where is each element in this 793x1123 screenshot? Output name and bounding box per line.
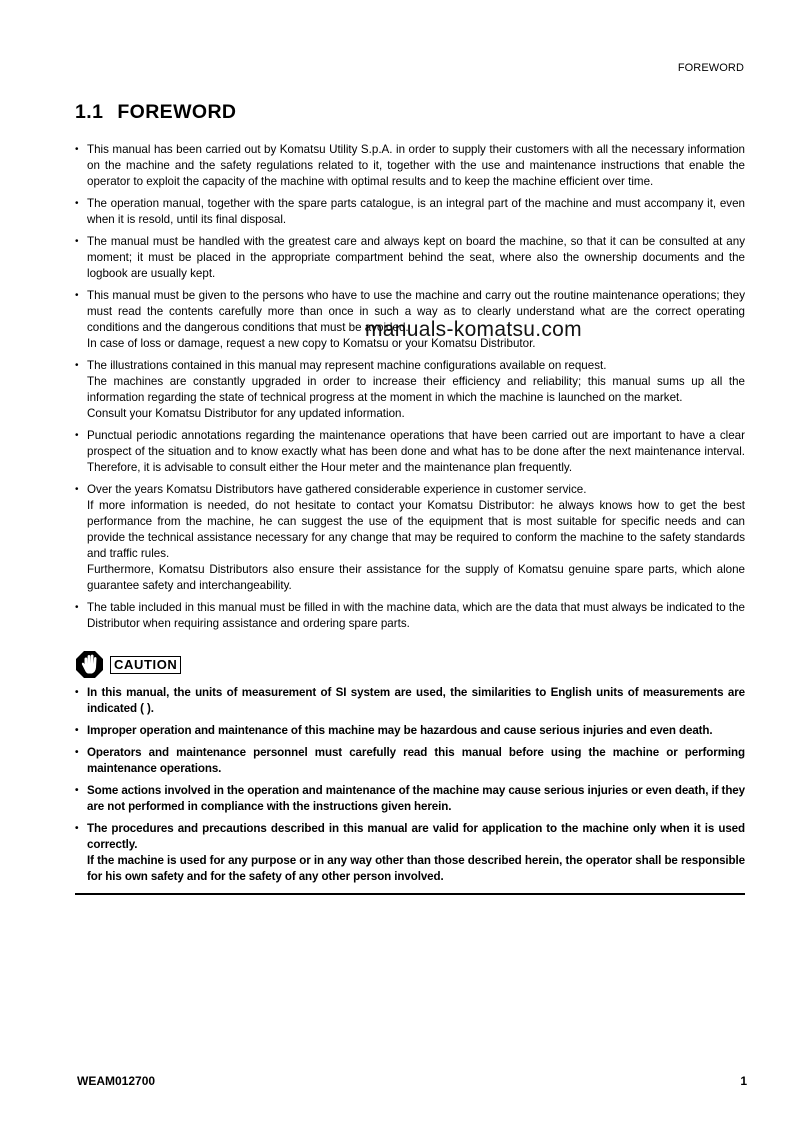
- caution-item: [75, 783, 745, 815]
- bullet-item: [75, 142, 745, 190]
- bullet-item: [75, 600, 745, 632]
- paragraph: Consult your Komatsu Distributor for any updated information.: [87, 407, 405, 420]
- paragraph: If more information is needed, do not hesitate to contact your Komatsu Distributor: he always knows how to get the best performance from the machine, he can suggest the use of the equipment that is most suitable for specific needs and can provide the technical assistance necessary for any change that may be required to conform the machine to the safety standards and traffic rules.: [87, 499, 745, 560]
- caution-label: CAUTION: [110, 656, 181, 674]
- horizontal-rule: [75, 893, 745, 895]
- caution-bullet-list: [75, 685, 745, 885]
- paragraph: If the machine is used for any purpose or in any way other than those described herein, the operator shall be responsible for his own safety and for the safety of any other person involved.: [87, 854, 745, 883]
- bullet-item: [75, 358, 745, 422]
- paragraph: • Over the years Komatsu Distributors have gathered considerable experience in customer service.: [87, 483, 587, 496]
- paragraph: • In this manual, the units of measurement of SI system are used, the similarities to English units of measurements are indicated ( ).: [87, 686, 745, 715]
- paragraph: • This manual must be given to the persons who have to use the machine and carry out the routine maintenance operations; they must read the contents carefully more than once in such a way as to clearly understand what are the correct operating conditions and the dangerous conditions that must be avoided.: [87, 289, 745, 334]
- paragraph: • Punctual periodic annotations regarding the maintenance operations that have been carried out are important to have a clear prospect of the situation and to know exactly what has been done and what has to be done after the next maintenance interval. Therefore, it is advisable to consult either the Hour meter and the maintenance plan frequently.: [87, 429, 745, 474]
- caution-item: [75, 821, 745, 885]
- paragraph: • The operation manual, together with the spare parts catalogue, is an integral part of the machine and must accompany it, even when it is resold, until its final disposal.: [87, 197, 745, 226]
- paragraph: • The table included in this manual must be filled in with the machine data, which are the data that must always be indicated to the Distributor when requiring assistance and ordering spare parts.: [87, 601, 746, 630]
- caution-item: [75, 685, 745, 717]
- paragraph: • Improper operation and maintenance of this machine may be hazardous and cause serious injuries and even death.: [87, 724, 713, 737]
- bullet-item: [75, 196, 745, 228]
- caution-item: [75, 745, 745, 777]
- caution-header: [75, 650, 745, 679]
- section-title-text: FOREWORD: [117, 101, 237, 123]
- bullet-item: [75, 482, 745, 594]
- hand-stop-icon: [75, 650, 104, 679]
- document-code: WEAM012700: [77, 1074, 156, 1088]
- bullet-item: [75, 234, 745, 282]
- bullet-item: [75, 288, 745, 352]
- section-number: 1.1: [75, 101, 104, 123]
- paragraph: • The manual must be handled with the greatest care and always kept on board the machine, so that it can be consulted at any moment; it must be placed in the appropriate compartment behind the seat, where also the ownership documents and the logbook are usually kept.: [87, 235, 745, 280]
- content: [75, 142, 745, 895]
- section-title: [75, 101, 236, 124]
- paragraph: • The procedures and precautions described in this manual are valid for application to the machine only when it is used correctly.: [87, 822, 745, 851]
- paragraph: • Operators and maintenance personnel must carefully read this manual before using the machine or performing maintenance operations.: [87, 746, 745, 775]
- paragraph: The machines are constantly upgraded in order to increase their efficiency and reliability; this manual sums up all the information regarding the state of technical progress at the moment in which the machine is launched on the market.: [87, 375, 745, 404]
- foreword-bullet-list: [75, 142, 745, 632]
- paragraph: Furthermore, Komatsu Distributors also ensure their assistance for the supply of Komatsu genuine spare parts, which alone guarantee safety and interchangeability.: [87, 563, 745, 592]
- bullet-item: [75, 428, 745, 476]
- page-number: 1: [740, 1074, 747, 1088]
- paragraph: In case of loss or damage, request a new copy to Komatsu or your Komatsu Distributor.: [87, 337, 536, 350]
- paragraph: • This manual has been carried out by Komatsu Utility S.p.A. in order to supply their customers with all the necessary information on the machine and the safety regulations related to it, together with the use and maintenance instructions that enable the operator to exploit the capacity of the machine with optimal results and to keep the machine efficient over time.: [87, 143, 745, 188]
- paragraph: • The illustrations contained in this manual may represent machine configurations available on request.: [87, 359, 607, 372]
- caution-item: [75, 723, 745, 739]
- paragraph: • Some actions involved in the operation and maintenance of the machine may cause serious injuries or even death, if they are not performed in compliance with the instructions given herein.: [87, 784, 745, 813]
- watermark: manuals-komatsu.com: [365, 318, 582, 341]
- running-header: FOREWORD: [677, 62, 744, 74]
